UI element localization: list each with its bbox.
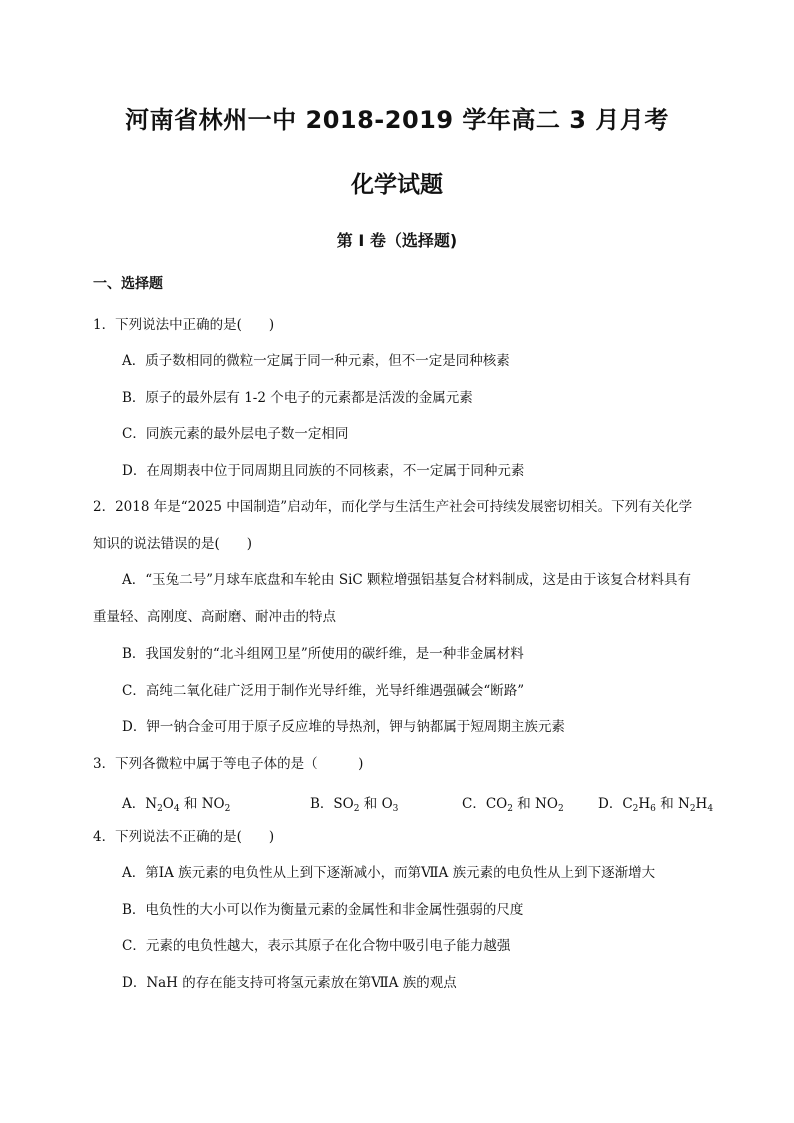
question-2-option-b: B．我国发射的“北斗组网卫星”所使用的碳纤维，是一种非金属材料 xyxy=(122,646,524,662)
question-3-option-b: B．$SO_2$ 和 $O_3$ xyxy=(310,796,399,814)
question-1-option-c: C．同族元素的最外层电子数一定相同 xyxy=(122,426,349,442)
question-3-options-row xyxy=(122,792,714,814)
part-title: 第 I 卷（选择题) xyxy=(336,231,458,250)
question-2-option-c: C．高纯二氧化硅广泛用于制作光导纤维，光导纤维遇强碱会“断路” xyxy=(122,683,525,699)
question-2-option-a-line1: A．“玉兔二号”月球车底盘和车轮由 SiC 颗粒增强铝基复合材料制成，这是由于该复合材料具有 xyxy=(122,572,692,588)
question-2-stem-line2: 知识的说法错误的是( ) xyxy=(93,536,253,552)
exam-title: 河南省林州一中 2018-2019 学年高二 3 月月考 xyxy=(125,106,669,134)
question-4-option-c: C．元素的电负性越大，表示其原子在化合物中吸引电子能力越强 xyxy=(122,938,511,954)
question-3-stem: 3．下列各微粒中属于等电子体的是（ ) xyxy=(93,756,364,772)
question-2-option-d: D．钾一钠合金可用于原子反应堆的导热剂，钾与钠都属于短周期主族元素 xyxy=(122,719,565,735)
question-3-option-a: A．$N_2O_4$ 和 $NO_2$ xyxy=(122,796,231,814)
question-3-option-d: D．$C_2H_6$ 和 $N_2H_4$ xyxy=(598,796,714,814)
section-heading: 一、选择题 xyxy=(93,276,163,292)
question-2-stem-line1: 2．2018 年是“2025 中国制造”启动年，而化学与生活生产社会可持续发展密切相关。下列有关化学 xyxy=(93,499,693,515)
question-4-option-b: B．电负性的大小可以作为衡量元素的金属性和非金属性强弱的尺度 xyxy=(122,902,524,918)
question-1-option-a: A．质子数相同的微粒一定属于同一种元素，但不一定是同种核素 xyxy=(122,353,510,369)
question-4-stem: 4．下列说法不正确的是( ) xyxy=(93,829,275,845)
question-2-option-a-line2: 重量轻、高刚度、高耐磨、耐冲击的特点 xyxy=(93,609,336,625)
question-1-option-b: B．原子的最外层有 1-2 个电子的元素都是活泼的金属元素 xyxy=(122,390,473,406)
question-1-option-d: D．在周期表中位于同周期且同族的不同核素，不一定属于同种元素 xyxy=(122,463,525,479)
question-1-stem: 1．下列说法中正确的是( ) xyxy=(93,317,275,333)
question-4-option-d: D．NaH 的存在能支持可将氢元素放在第ⅦA 族的观点 xyxy=(122,975,457,991)
question-4-option-a: A．第ⅠA 族元素的电负性从上到下逐渐减小，而第ⅦA 族元素的电负性从上到下逐渐增大 xyxy=(122,865,656,881)
subject-title: 化学试题 xyxy=(351,172,443,198)
question-3-option-c: C．$CO_2$ 和 $NO_2$ xyxy=(462,796,564,814)
